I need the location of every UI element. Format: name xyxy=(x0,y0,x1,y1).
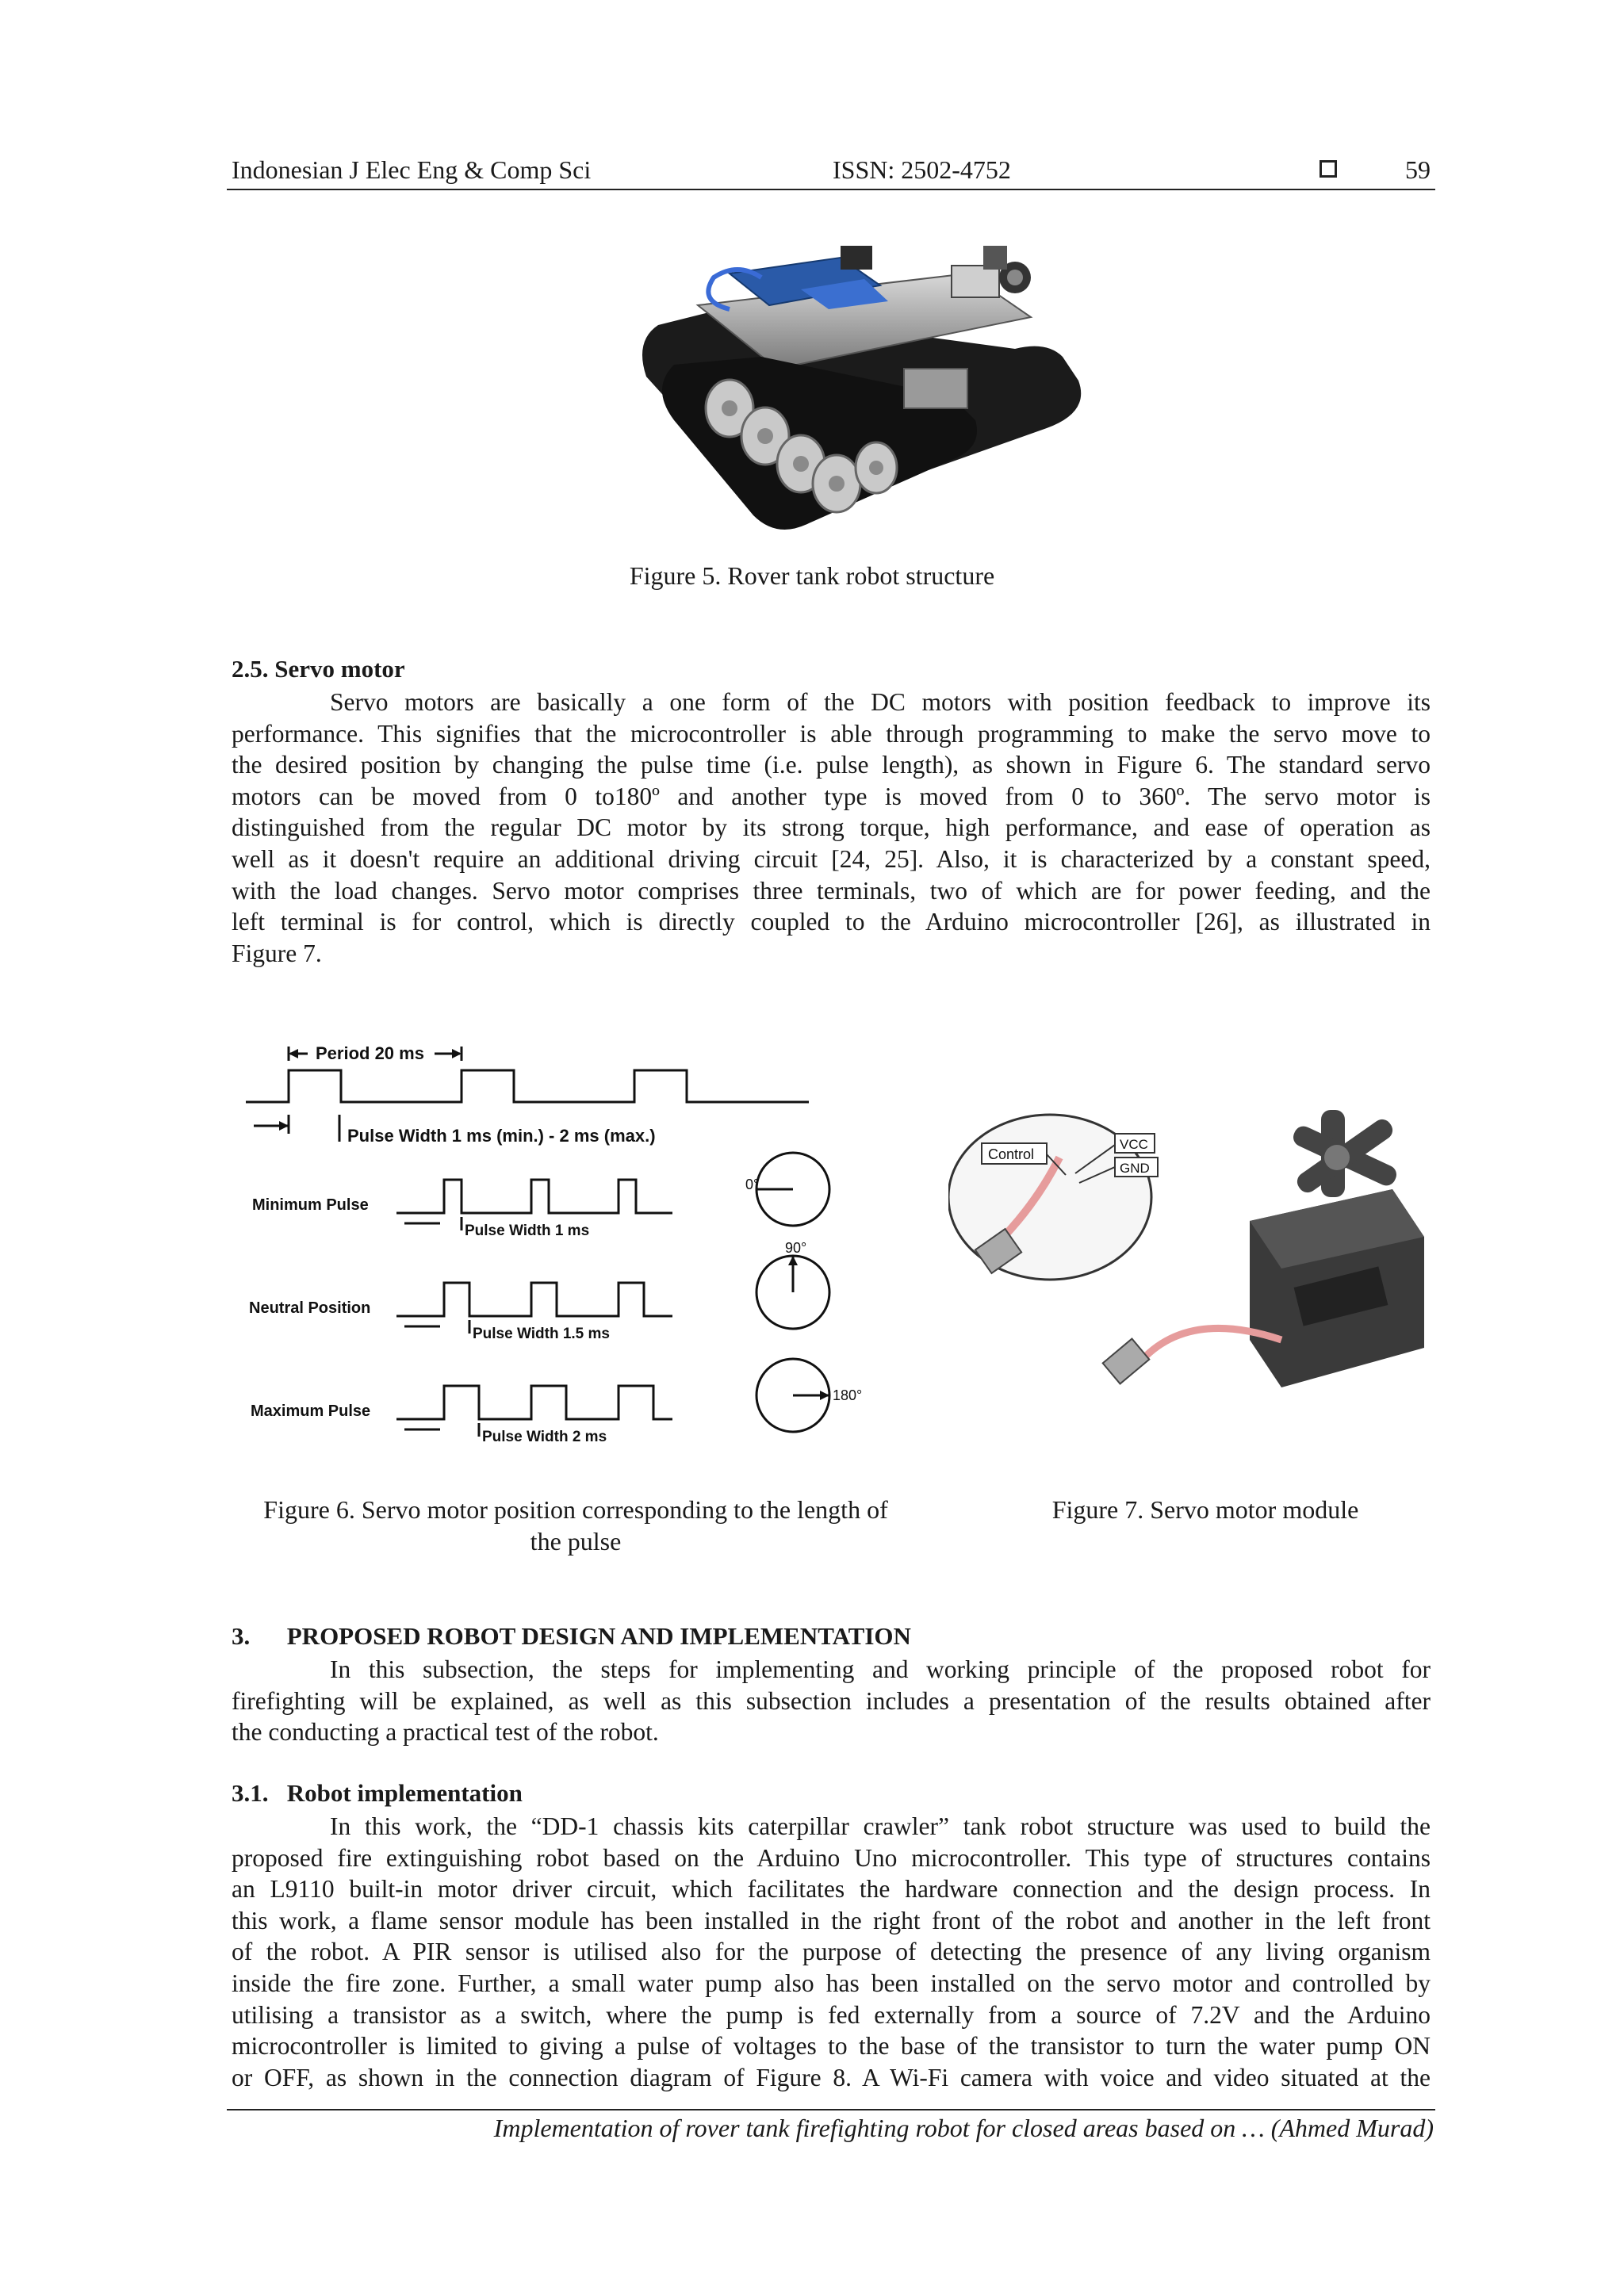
pwm-timing-diagram xyxy=(238,1023,872,1467)
text-line: performance. This signifies that the microcontroller is able through programming to make the servo move to xyxy=(232,719,1431,748)
row-pulse-neutral: Pulse Width 1.5 ms xyxy=(473,1326,610,1342)
figure7-caption: Figure 7. Servo motor module xyxy=(1051,1495,1359,1524)
square-bullet-icon xyxy=(1320,160,1337,178)
text-line: proposed fire extinguishing robot based on the Arduino Uno microcontroller. This type of structures contains xyxy=(232,1843,1431,1872)
text-line: left terminal is for control, which is directly coupled to the Arduino microcontroller [26], as illustrated in xyxy=(232,908,1431,936)
control-label: Control xyxy=(988,1146,1035,1162)
text-line: Figure 7. xyxy=(232,939,322,967)
text-line: the conducting a practical test of the robot. xyxy=(232,1718,659,1747)
text-line: motors can be moved from 0 to180º and another type is moved from 0 to 360º. The servo motor is xyxy=(232,782,1431,810)
text-line: In this work, the “DD-1 chassis kits caterpillar crawler” tank robot structure was used to build the xyxy=(330,1812,1431,1840)
figure6-caption xyxy=(235,1494,917,1557)
vcc-label: VCC xyxy=(1120,1137,1148,1152)
issn: ISSN: 2502-4752 xyxy=(833,155,1011,184)
figure5-caption: Figure 5. Rover tank robot structure xyxy=(629,561,995,590)
section-3-paragraph xyxy=(232,1654,1431,1748)
figure6-caption-line1: Figure 6. Servo motor position corresponding to the length of xyxy=(263,1495,888,1524)
text-line: an L9110 built-in motor driver circuit, which facilitates the hardware connection and the design process. In xyxy=(232,1875,1431,1904)
text-line: well as it doesn't require an additional driving circuit [24, 25]. Also, it is characterized by a constant speed, xyxy=(232,844,1431,873)
text-line: the desired position by changing the pulse time (i.e. pulse length), as shown in Figure 6. The standard servo xyxy=(232,751,1431,779)
text-line: inside the fire zone. Further, a small water pump also has been installed on the servo motor and controlled by xyxy=(232,1969,1431,1997)
angle-180: 180° xyxy=(833,1387,863,1403)
row-pulse-min: Pulse Width 1 ms xyxy=(465,1223,590,1239)
row-label-min: Minimum Pulse xyxy=(252,1196,369,1214)
section-2-5-heading: 2.5. Servo motor xyxy=(232,655,405,683)
servo-module-image xyxy=(948,1110,1456,1411)
figure6-caption-line2: the pulse xyxy=(530,1527,622,1556)
gnd-label: GND xyxy=(1120,1161,1150,1176)
text-line: Servo motors are basically a one form of the DC motors with position feedback to improve its xyxy=(330,688,1431,716)
period-label: Period 20 ms xyxy=(316,1043,424,1063)
section-3-1-paragraph xyxy=(232,1811,1431,2093)
text-line: of the robot. A PIR sensor is utilised also for the purpose of detecting the presence of any living organism xyxy=(232,1938,1431,1966)
row-label-neutral: Neutral Position xyxy=(249,1299,371,1317)
text-line: distinguished from the regular DC motor by its strong torque, high performance, and ease of operation as xyxy=(232,813,1431,842)
section-2-5-paragraph xyxy=(232,687,1431,969)
header-rule xyxy=(227,189,1435,190)
journal-name: Indonesian J Elec Eng & Comp Sci xyxy=(232,155,592,184)
angle-90: 90° xyxy=(785,1240,807,1256)
rover-tank-image xyxy=(603,230,1110,547)
pulse-width-label: Pulse Width 1 ms (min.) - 2 ms (max.) xyxy=(347,1126,656,1146)
text-line: or OFF, as shown in the connection diagram of Figure 8. A Wi-Fi camera with voice and video situated at the xyxy=(232,2063,1431,2091)
section-3-heading: 3. PROPOSED ROBOT DESIGN AND IMPLEMENTATION xyxy=(232,1622,911,1650)
row-label-max: Maximum Pulse xyxy=(251,1402,371,1420)
text-line: firefighting will be explained, as well as this subsection includes a presentation of the results obtained after xyxy=(232,1686,1431,1715)
text-line: this work, a flame sensor module has been installed in the right front of the robot and another in the left front xyxy=(232,1906,1431,1934)
text-line: microcontroller is limited to giving a pulse of voltages to the base of the transistor to turn the water pump ON xyxy=(232,2032,1431,2061)
row-pulse-max: Pulse Width 2 ms xyxy=(482,1429,607,1445)
page-number: 59 xyxy=(1405,155,1431,184)
section-3-1-heading: 3.1. Robot implementation xyxy=(232,1779,523,1807)
angle-0: 0° xyxy=(745,1177,760,1192)
text-line: In this subsection, the steps for implementing and working principle of the proposed robot for xyxy=(330,1655,1431,1683)
text-line: with the load changes. Servo motor comprises three terminals, two of which are for power feeding, and the xyxy=(232,876,1431,905)
text-line: utilising a transistor as a switch, where the pump is fed externally from a source of 7.2V and the Arduino xyxy=(232,2000,1431,2029)
footer-text: Implementation of rover tank firefighting robot for closed areas based on … (Ahmed Murad) xyxy=(493,2114,1434,2142)
footer-rule xyxy=(227,2109,1435,2110)
